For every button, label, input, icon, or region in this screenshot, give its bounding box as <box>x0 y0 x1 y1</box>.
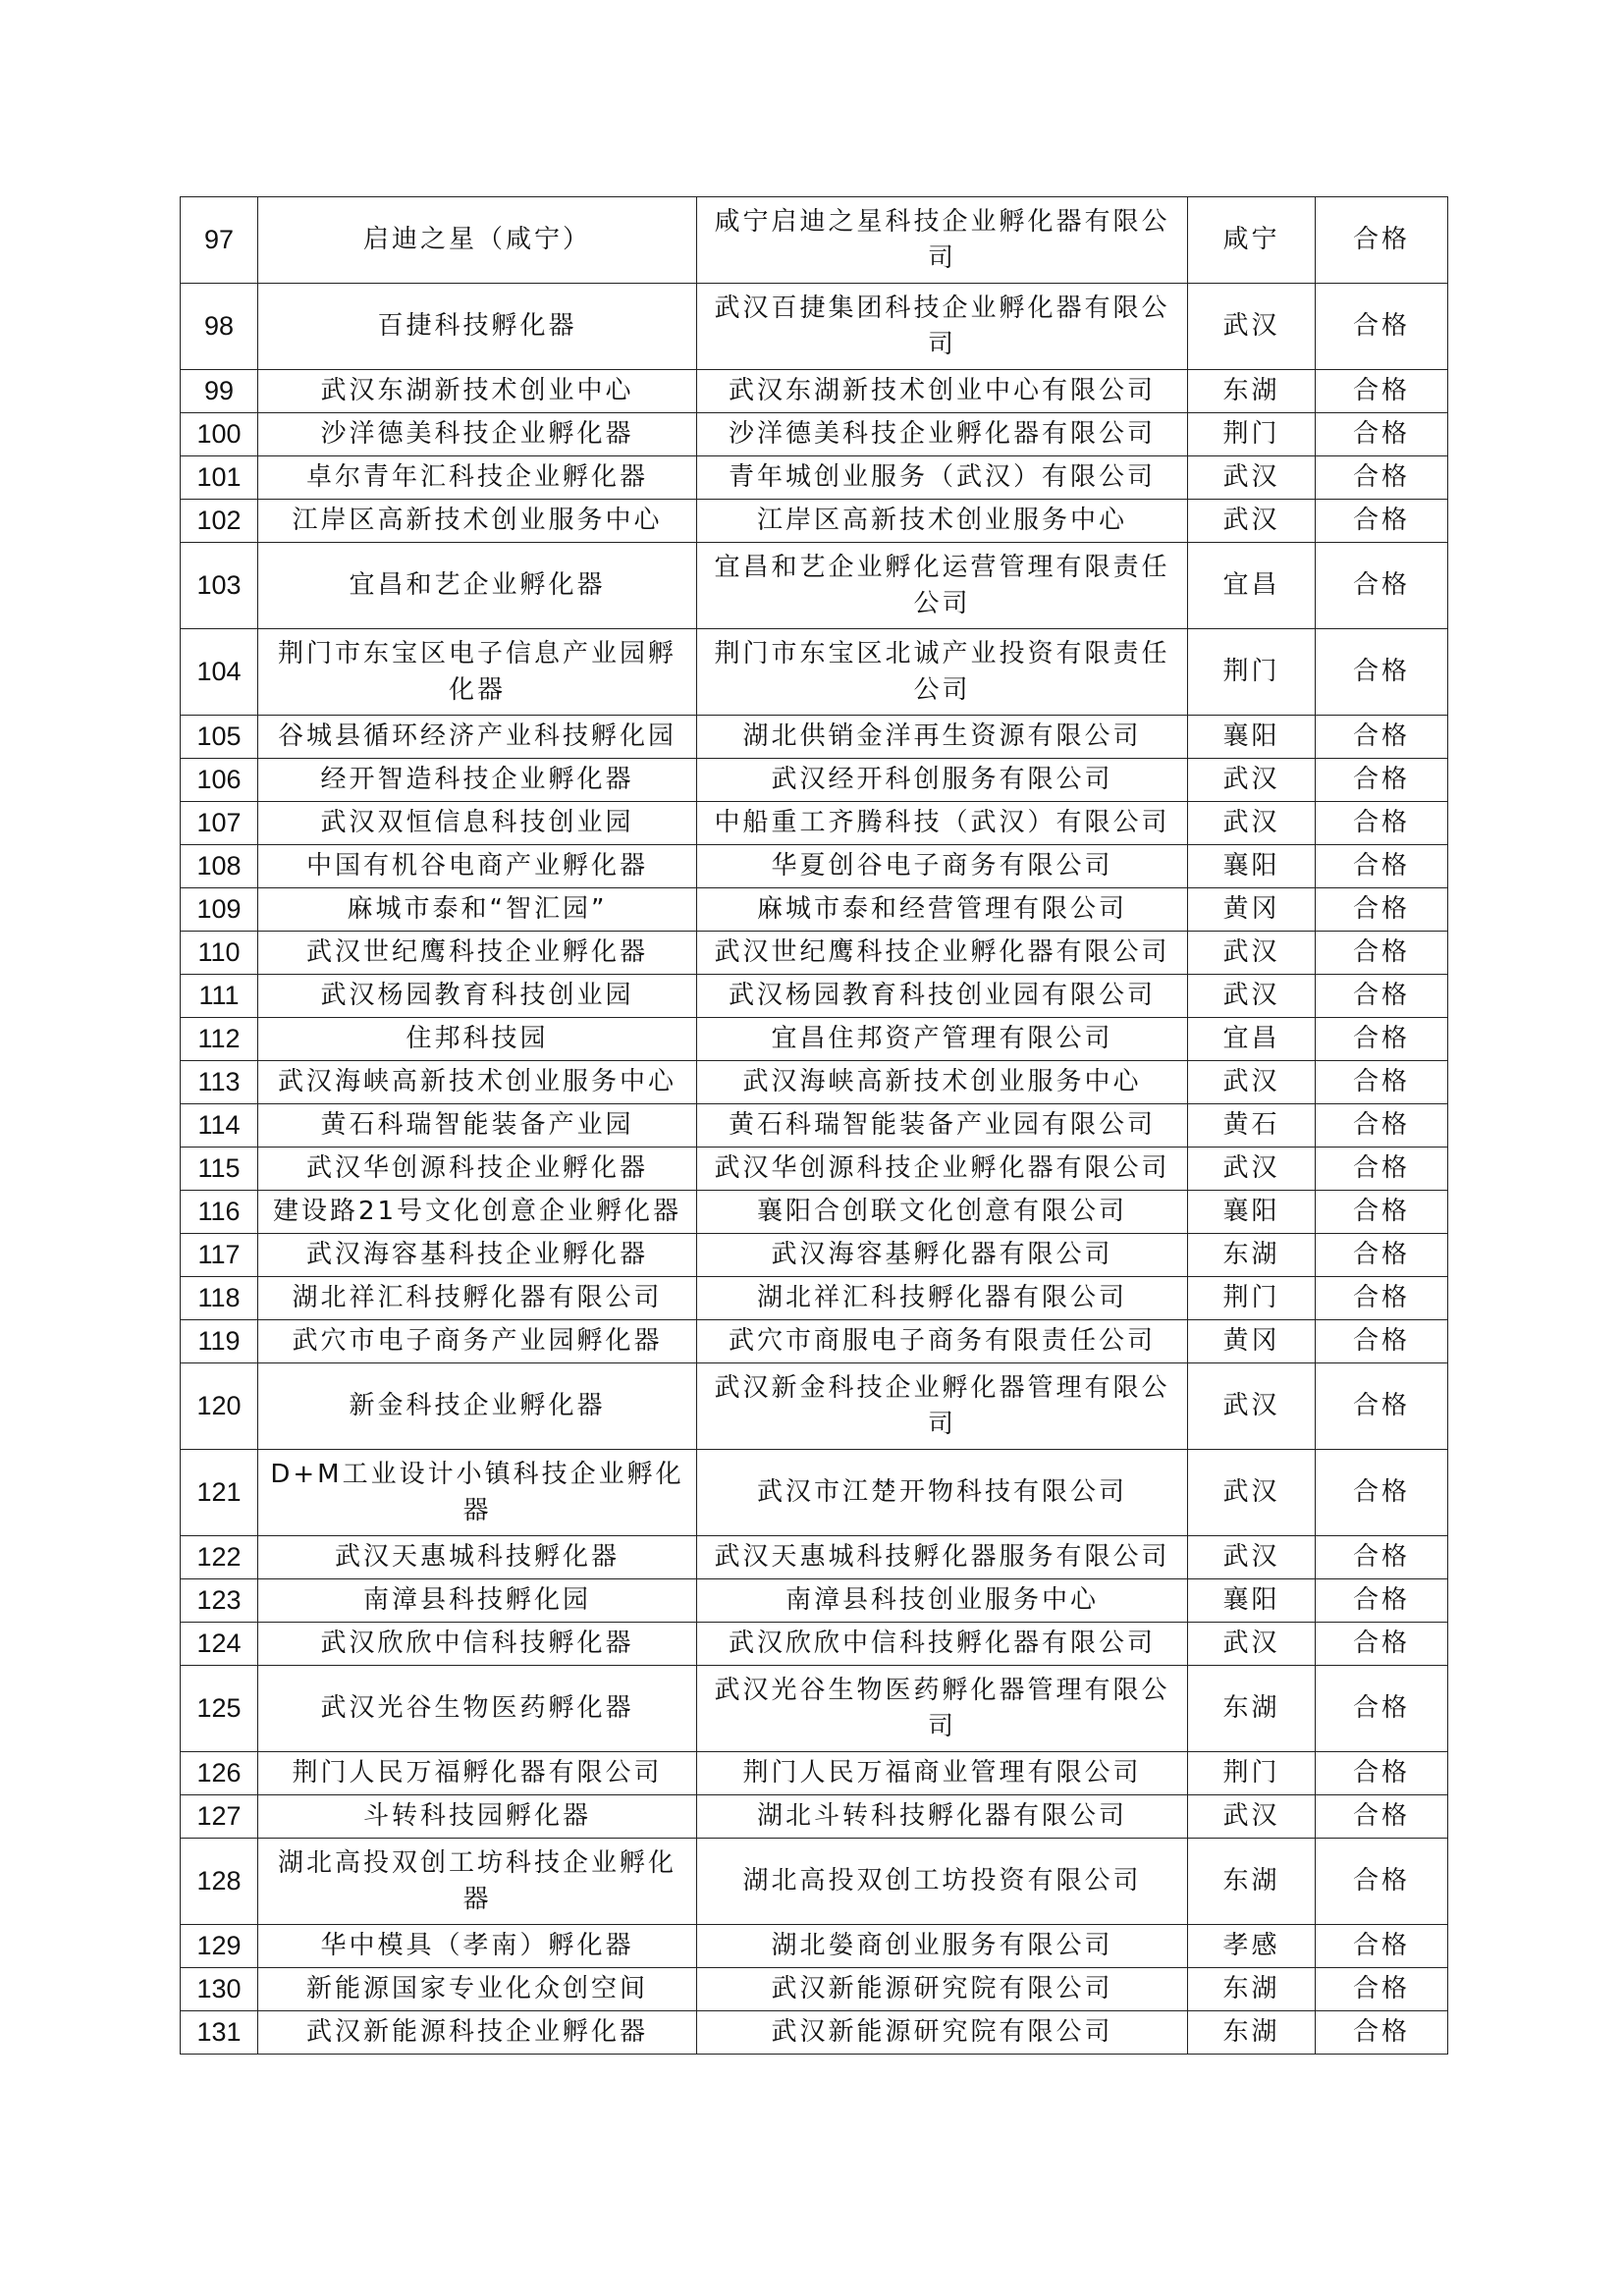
incubator-name-cell: 湖北高投双创工坊科技企业孵化器 <box>258 1839 697 1925</box>
row-number-cell: 100 <box>181 413 258 456</box>
table-row <box>181 888 1448 932</box>
region-cell: 宜昌 <box>1188 543 1316 629</box>
evaluation-result-cell: 合格 <box>1316 1968 1448 2011</box>
row-number-cell: 120 <box>181 1363 258 1450</box>
region-cell: 武汉 <box>1188 1623 1316 1666</box>
region-cell: 武汉 <box>1188 759 1316 802</box>
operating-company-cell: 武汉欣欣中信科技孵化器有限公司 <box>697 1623 1188 1666</box>
row-number-cell: 110 <box>181 932 258 975</box>
region-cell: 武汉 <box>1188 802 1316 845</box>
region-cell: 宜昌 <box>1188 1018 1316 1061</box>
row-number-cell: 125 <box>181 1666 258 1752</box>
incubator-name-cell: 卓尔青年汇科技企业孵化器 <box>258 456 697 500</box>
evaluation-result-cell: 合格 <box>1316 759 1448 802</box>
region-cell: 襄阳 <box>1188 1191 1316 1234</box>
incubator-name-cell: 武汉杨园教育科技创业园 <box>258 975 697 1018</box>
operating-company-cell: 武汉东湖新技术创业中心有限公司 <box>697 370 1188 413</box>
incubator-name-cell: 黄石科瑞智能装备产业园 <box>258 1104 697 1148</box>
evaluation-result-cell: 合格 <box>1316 284 1448 370</box>
row-number-cell: 128 <box>181 1839 258 1925</box>
region-cell: 荆门 <box>1188 1277 1316 1320</box>
incubator-name-cell: 新能源国家专业化众创空间 <box>258 1968 697 2011</box>
evaluation-result-cell: 合格 <box>1316 1061 1448 1104</box>
table-row <box>181 759 1448 802</box>
operating-company-cell: 湖北祥汇科技孵化器有限公司 <box>697 1277 1188 1320</box>
table-row <box>181 1536 1448 1579</box>
operating-company-cell: 湖北嫈商创业服务有限公司 <box>697 1925 1188 1968</box>
row-number-cell: 115 <box>181 1148 258 1191</box>
incubator-name-cell: 荆门市东宝区电子信息产业园孵化器 <box>258 629 697 716</box>
operating-company-cell: 武汉海容基孵化器有限公司 <box>697 1234 1188 1277</box>
evaluation-result-cell: 合格 <box>1316 1450 1448 1536</box>
evaluation-result-cell: 合格 <box>1316 500 1448 543</box>
region-cell: 东湖 <box>1188 1839 1316 1925</box>
row-number-cell: 103 <box>181 543 258 629</box>
operating-company-cell: 黄石科瑞智能装备产业园有限公司 <box>697 1104 1188 1148</box>
table-row <box>181 1968 1448 2011</box>
evaluation-result-cell: 合格 <box>1316 1666 1448 1752</box>
row-number-cell: 101 <box>181 456 258 500</box>
table-row <box>181 1061 1448 1104</box>
region-cell: 武汉 <box>1188 932 1316 975</box>
evaluation-result-cell: 合格 <box>1316 1277 1448 1320</box>
incubator-name-cell: 中国有机谷电商产业孵化器 <box>258 845 697 888</box>
table-row <box>181 1320 1448 1363</box>
table-row <box>181 456 1448 500</box>
region-cell: 襄阳 <box>1188 716 1316 759</box>
incubator-name-cell: 武汉华创源科技企业孵化器 <box>258 1148 697 1191</box>
evaluation-result-cell: 合格 <box>1316 888 1448 932</box>
operating-company-cell: 湖北高投双创工坊投资有限公司 <box>697 1839 1188 1925</box>
evaluation-result-cell: 合格 <box>1316 1104 1448 1148</box>
row-number-cell: 122 <box>181 1536 258 1579</box>
row-number-cell: 117 <box>181 1234 258 1277</box>
operating-company-cell: 武汉新金科技企业孵化器管理有限公司 <box>697 1363 1188 1450</box>
table-row <box>181 1450 1448 1536</box>
region-cell: 武汉 <box>1188 1061 1316 1104</box>
region-cell: 武汉 <box>1188 284 1316 370</box>
row-number-cell: 97 <box>181 197 258 284</box>
operating-company-cell: 宜昌住邦资产管理有限公司 <box>697 1018 1188 1061</box>
table-row <box>181 1191 1448 1234</box>
table-row <box>181 500 1448 543</box>
incubator-name-cell: 谷城县循环经济产业科技孵化园 <box>258 716 697 759</box>
table-row <box>181 1148 1448 1191</box>
table-row <box>181 284 1448 370</box>
evaluation-result-cell: 合格 <box>1316 1018 1448 1061</box>
row-number-cell: 102 <box>181 500 258 543</box>
table-row <box>181 802 1448 845</box>
region-cell: 孝感 <box>1188 1925 1316 1968</box>
evaluation-result-cell: 合格 <box>1316 1795 1448 1839</box>
table-row <box>181 716 1448 759</box>
operating-company-cell: 武汉新能源研究院有限公司 <box>697 2011 1188 2055</box>
operating-company-cell: 武汉光谷生物医药孵化器管理有限公司 <box>697 1666 1188 1752</box>
incubator-name-cell: 江岸区高新技术创业服务中心 <box>258 500 697 543</box>
region-cell: 武汉 <box>1188 1363 1316 1450</box>
operating-company-cell: 荆门市东宝区北诚产业投资有限责任公司 <box>697 629 1188 716</box>
region-cell: 咸宁 <box>1188 197 1316 284</box>
evaluation-result-cell: 合格 <box>1316 1536 1448 1579</box>
evaluation-result-cell: 合格 <box>1316 1623 1448 1666</box>
row-number-cell: 113 <box>181 1061 258 1104</box>
operating-company-cell: 武汉百捷集团科技企业孵化器有限公司 <box>697 284 1188 370</box>
operating-company-cell: 湖北供销金洋再生资源有限公司 <box>697 716 1188 759</box>
incubator-evaluation-table <box>180 196 1448 2055</box>
operating-company-cell: 武汉市江楚开物科技有限公司 <box>697 1450 1188 1536</box>
row-number-cell: 119 <box>181 1320 258 1363</box>
operating-company-cell: 武穴市商服电子商务有限责任公司 <box>697 1320 1188 1363</box>
region-cell: 武汉 <box>1188 456 1316 500</box>
table-row <box>181 2011 1448 2055</box>
evaluation-result-cell: 合格 <box>1316 413 1448 456</box>
incubator-name-cell: 华中模具（孝南）孵化器 <box>258 1925 697 1968</box>
row-number-cell: 99 <box>181 370 258 413</box>
table-row <box>181 1752 1448 1795</box>
incubator-name-cell: 新金科技企业孵化器 <box>258 1363 697 1450</box>
evaluation-result-cell: 合格 <box>1316 1320 1448 1363</box>
incubator-name-cell: 武汉海峡高新技术创业服务中心 <box>258 1061 697 1104</box>
table-row <box>181 1925 1448 1968</box>
region-cell: 东湖 <box>1188 2011 1316 2055</box>
operating-company-cell: 武汉经开科创服务有限公司 <box>697 759 1188 802</box>
incubator-name-cell: 武穴市电子商务产业园孵化器 <box>258 1320 697 1363</box>
table-row <box>181 1277 1448 1320</box>
incubator-name-cell: 武汉世纪鹰科技企业孵化器 <box>258 932 697 975</box>
incubator-name-cell: 湖北祥汇科技孵化器有限公司 <box>258 1277 697 1320</box>
region-cell: 武汉 <box>1188 1536 1316 1579</box>
table-row <box>181 1234 1448 1277</box>
incubator-name-cell: 启迪之星（咸宁） <box>258 197 697 284</box>
incubator-name-cell: 斗转科技园孵化器 <box>258 1795 697 1839</box>
table-row <box>181 197 1448 284</box>
row-number-cell: 129 <box>181 1925 258 1968</box>
row-number-cell: 124 <box>181 1623 258 1666</box>
operating-company-cell: 南漳县科技创业服务中心 <box>697 1579 1188 1623</box>
table-row <box>181 629 1448 716</box>
evaluation-result-cell: 合格 <box>1316 1752 1448 1795</box>
region-cell: 黄石 <box>1188 1104 1316 1148</box>
evaluation-result-cell: 合格 <box>1316 1191 1448 1234</box>
evaluation-result-cell: 合格 <box>1316 716 1448 759</box>
operating-company-cell: 中船重工齐腾科技（武汉）有限公司 <box>697 802 1188 845</box>
region-cell: 荆门 <box>1188 629 1316 716</box>
evaluation-result-cell: 合格 <box>1316 456 1448 500</box>
row-number-cell: 112 <box>181 1018 258 1061</box>
operating-company-cell: 武汉新能源研究院有限公司 <box>697 1968 1188 2011</box>
region-cell: 东湖 <box>1188 1234 1316 1277</box>
table-row <box>181 932 1448 975</box>
evaluation-result-cell: 合格 <box>1316 2011 1448 2055</box>
incubator-name-cell: D+M工业设计小镇科技企业孵化器 <box>258 1450 697 1536</box>
region-cell: 黄冈 <box>1188 888 1316 932</box>
table-row <box>181 413 1448 456</box>
evaluation-result-cell: 合格 <box>1316 197 1448 284</box>
table-row <box>181 1363 1448 1450</box>
evaluation-result-cell: 合格 <box>1316 1579 1448 1623</box>
incubator-name-cell: 武汉天惠城科技孵化器 <box>258 1536 697 1579</box>
table-row <box>181 845 1448 888</box>
evaluation-result-cell: 合格 <box>1316 802 1448 845</box>
incubator-name-cell: 建设路21号文化创意企业孵化器 <box>258 1191 697 1234</box>
table-row <box>181 1018 1448 1061</box>
operating-company-cell: 宜昌和艺企业孵化运营管理有限责任公司 <box>697 543 1188 629</box>
operating-company-cell: 沙洋德美科技企业孵化器有限公司 <box>697 413 1188 456</box>
table-row <box>181 1839 1448 1925</box>
incubator-name-cell: 武汉海容基科技企业孵化器 <box>258 1234 697 1277</box>
incubator-name-cell: 经开智造科技企业孵化器 <box>258 759 697 802</box>
operating-company-cell: 湖北斗转科技孵化器有限公司 <box>697 1795 1188 1839</box>
operating-company-cell: 江岸区高新技术创业服务中心 <box>697 500 1188 543</box>
operating-company-cell: 武汉海峡高新技术创业服务中心 <box>697 1061 1188 1104</box>
region-cell: 荆门 <box>1188 1752 1316 1795</box>
table-row <box>181 1666 1448 1752</box>
incubator-name-cell: 武汉双恒信息科技创业园 <box>258 802 697 845</box>
region-cell: 武汉 <box>1188 1450 1316 1536</box>
evaluation-result-cell: 合格 <box>1316 1925 1448 1968</box>
incubator-name-cell: 住邦科技园 <box>258 1018 697 1061</box>
table-row <box>181 975 1448 1018</box>
incubator-name-cell: 沙洋德美科技企业孵化器 <box>258 413 697 456</box>
region-cell: 东湖 <box>1188 1666 1316 1752</box>
region-cell: 襄阳 <box>1188 845 1316 888</box>
incubator-name-cell: 宜昌和艺企业孵化器 <box>258 543 697 629</box>
region-cell: 武汉 <box>1188 975 1316 1018</box>
table-row <box>181 1104 1448 1148</box>
evaluation-result-cell: 合格 <box>1316 975 1448 1018</box>
incubator-name-cell: 南漳县科技孵化园 <box>258 1579 697 1623</box>
incubator-name-cell: 武汉新能源科技企业孵化器 <box>258 2011 697 2055</box>
operating-company-cell: 武汉天惠城科技孵化器服务有限公司 <box>697 1536 1188 1579</box>
row-number-cell: 130 <box>181 1968 258 2011</box>
row-number-cell: 114 <box>181 1104 258 1148</box>
region-cell: 武汉 <box>1188 1795 1316 1839</box>
row-number-cell: 104 <box>181 629 258 716</box>
region-cell: 襄阳 <box>1188 1579 1316 1623</box>
operating-company-cell: 襄阳合创联文化创意有限公司 <box>697 1191 1188 1234</box>
operating-company-cell: 武汉华创源科技企业孵化器有限公司 <box>697 1148 1188 1191</box>
row-number-cell: 121 <box>181 1450 258 1536</box>
evaluation-result-cell: 合格 <box>1316 1148 1448 1191</box>
operating-company-cell: 武汉杨园教育科技创业园有限公司 <box>697 975 1188 1018</box>
operating-company-cell: 咸宁启迪之星科技企业孵化器有限公司 <box>697 197 1188 284</box>
evaluation-result-cell: 合格 <box>1316 1234 1448 1277</box>
operating-company-cell: 麻城市泰和经营管理有限公司 <box>697 888 1188 932</box>
region-cell: 东湖 <box>1188 370 1316 413</box>
region-cell: 荆门 <box>1188 413 1316 456</box>
evaluation-result-cell: 合格 <box>1316 629 1448 716</box>
table-body <box>181 197 1448 2055</box>
incubator-name-cell: 武汉东湖新技术创业中心 <box>258 370 697 413</box>
row-number-cell: 107 <box>181 802 258 845</box>
evaluation-result-cell: 合格 <box>1316 370 1448 413</box>
operating-company-cell: 青年城创业服务（武汉）有限公司 <box>697 456 1188 500</box>
row-number-cell: 126 <box>181 1752 258 1795</box>
incubator-name-cell: 武汉光谷生物医药孵化器 <box>258 1666 697 1752</box>
region-cell: 武汉 <box>1188 500 1316 543</box>
operating-company-cell: 荆门人民万福商业管理有限公司 <box>697 1752 1188 1795</box>
row-number-cell: 111 <box>181 975 258 1018</box>
row-number-cell: 118 <box>181 1277 258 1320</box>
region-cell: 东湖 <box>1188 1968 1316 2011</box>
row-number-cell: 105 <box>181 716 258 759</box>
incubator-name-cell: 武汉欣欣中信科技孵化器 <box>258 1623 697 1666</box>
evaluation-result-cell: 合格 <box>1316 845 1448 888</box>
row-number-cell: 116 <box>181 1191 258 1234</box>
region-cell: 武汉 <box>1188 1148 1316 1191</box>
operating-company-cell: 华夏创谷电子商务有限公司 <box>697 845 1188 888</box>
evaluation-result-cell: 合格 <box>1316 1839 1448 1925</box>
row-number-cell: 127 <box>181 1795 258 1839</box>
table-row <box>181 1579 1448 1623</box>
row-number-cell: 109 <box>181 888 258 932</box>
table-row <box>181 370 1448 413</box>
evaluation-result-cell: 合格 <box>1316 543 1448 629</box>
row-number-cell: 106 <box>181 759 258 802</box>
incubator-name-cell: 百捷科技孵化器 <box>258 284 697 370</box>
row-number-cell: 131 <box>181 2011 258 2055</box>
table-row <box>181 1795 1448 1839</box>
row-number-cell: 108 <box>181 845 258 888</box>
incubator-name-cell: 麻城市泰和“智汇园” <box>258 888 697 932</box>
incubator-name-cell: 荆门人民万福孵化器有限公司 <box>258 1752 697 1795</box>
evaluation-result-cell: 合格 <box>1316 1363 1448 1450</box>
table-row <box>181 1623 1448 1666</box>
region-cell: 黄冈 <box>1188 1320 1316 1363</box>
operating-company-cell: 武汉世纪鹰科技企业孵化器有限公司 <box>697 932 1188 975</box>
table-row <box>181 543 1448 629</box>
row-number-cell: 123 <box>181 1579 258 1623</box>
evaluation-result-cell: 合格 <box>1316 932 1448 975</box>
row-number-cell: 98 <box>181 284 258 370</box>
